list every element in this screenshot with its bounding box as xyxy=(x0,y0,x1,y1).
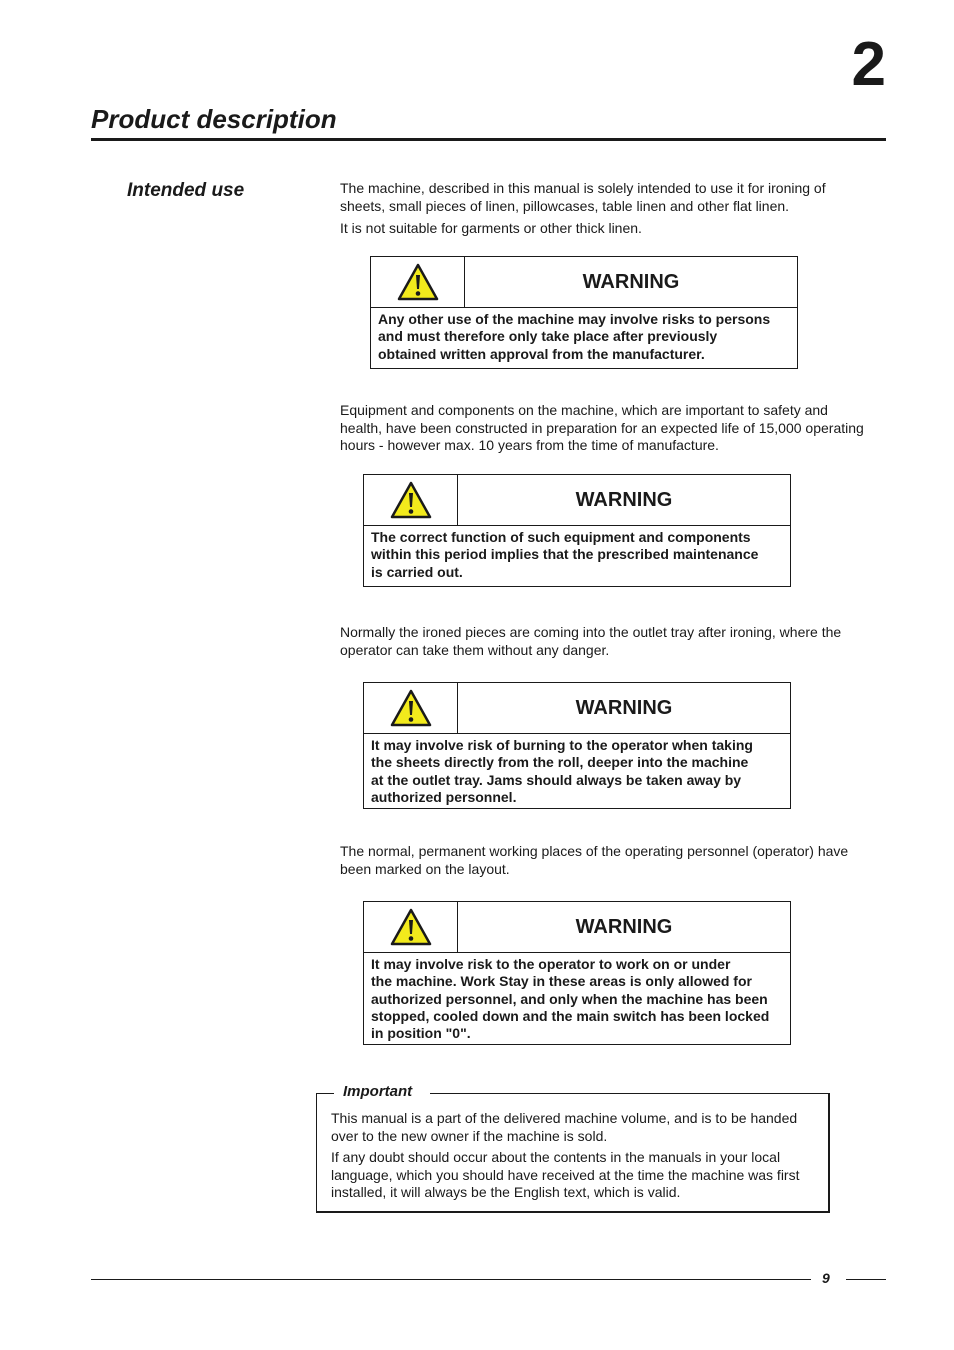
text-line: obtained written approval from the manufacturer. xyxy=(378,345,705,362)
paragraph-outlet-tray xyxy=(340,624,841,659)
warning-text xyxy=(371,308,797,367)
important-title: Important xyxy=(334,1083,430,1100)
text-line: the sheets directly from the roll, deeper into the machine xyxy=(371,754,749,771)
warning-icon-cell xyxy=(364,475,458,525)
warning-header xyxy=(364,475,790,526)
warning-box-2 xyxy=(363,474,791,587)
paragraph-intended-use xyxy=(340,180,826,215)
warning-icon-cell xyxy=(364,683,458,733)
text-line: The correct function of such equipment and components xyxy=(371,529,751,545)
warning-box-3 xyxy=(363,682,791,809)
important-paragraph-2 xyxy=(331,1149,821,1202)
warning-label: WARNING xyxy=(575,488,673,511)
text-line: over to the new owner if the machine is sold. xyxy=(331,1127,608,1144)
text-line: Normally the ironed pieces are coming into the outlet tray after ironing, where the xyxy=(340,624,842,640)
warning-icon-cell xyxy=(364,902,458,952)
text-line: Equipment and components on the machine, which are important to safety and xyxy=(340,402,828,418)
text-line: installed, it will always be the English text, which is valid. xyxy=(331,1184,681,1200)
important-box xyxy=(316,1083,830,1213)
text-line: authorized personnel. xyxy=(371,788,517,805)
warning-triangle-icon xyxy=(390,908,432,946)
text-line: The normal, permanent working places of the operating personnel (operator) have xyxy=(340,843,849,859)
footer-rule-left xyxy=(91,1279,811,1280)
text-line: It may involve risk to the operator to work on or under xyxy=(371,956,731,972)
text-line: and must therefore only take place after previously xyxy=(378,328,718,345)
text-line: in position "0". xyxy=(371,1025,471,1042)
paragraph-equipment-life xyxy=(340,402,864,455)
warning-box-4 xyxy=(363,901,791,1045)
warning-header xyxy=(364,683,790,734)
text-line: Any other use of the machine may involve risks to persons xyxy=(378,311,771,327)
text-line: This manual is a part of the delivered machine volume, and is to be handed xyxy=(331,1110,798,1126)
warning-label: WARNING xyxy=(575,696,673,719)
chapter-title: Product description xyxy=(91,104,337,134)
warning-text xyxy=(364,734,790,810)
warning-label: WARNING xyxy=(582,270,680,293)
warning-header xyxy=(371,257,797,308)
text-line: health, have been constructed in preparation for an expected life of 15,000 operating xyxy=(340,419,864,436)
text-line: at the outlet tray. Jams should always be taken away by xyxy=(371,771,742,788)
important-paragraph-1 xyxy=(331,1110,821,1145)
text-line: If any doubt should occur about the contents in the manuals in your local xyxy=(331,1149,781,1165)
text-line: It is not suitable for garments or other thick linen. xyxy=(340,220,642,236)
warning-label: WARNING xyxy=(575,915,673,938)
paragraph-not-suitable xyxy=(340,220,642,238)
text-line: within this period implies that the prescribed maintenance xyxy=(371,546,759,563)
page-number: 9 xyxy=(822,1270,830,1286)
chapter-number: 2 xyxy=(851,30,886,99)
warning-text xyxy=(364,953,790,1046)
text-line: operator can take them without any danger. xyxy=(340,641,610,658)
text-line: hours - however max. 10 years from the time of manufacture. xyxy=(340,437,719,453)
text-line: The machine, described in this manual is solely intended to use it for ironing of xyxy=(340,180,826,196)
warning-text xyxy=(364,526,790,585)
text-line: authorized personnel, and only when the machine has been xyxy=(371,990,768,1007)
text-line: language, which you should have received at the time the machine was first xyxy=(331,1166,800,1183)
section-heading: Intended use xyxy=(127,180,245,201)
text-line: It may involve risk of burning to the operator when taking xyxy=(371,737,753,753)
warning-triangle-icon xyxy=(390,481,432,519)
text-line: is carried out. xyxy=(371,563,463,580)
warning-header xyxy=(364,902,790,953)
text-line: been marked on the layout. xyxy=(340,860,510,877)
warning-triangle-icon xyxy=(397,263,439,301)
warning-triangle-icon xyxy=(390,689,432,727)
warning-box-1 xyxy=(370,256,798,369)
text-line: stopped, cooled down and the main switch has been locked xyxy=(371,1007,770,1024)
text-line: the machine. Work Stay in these areas is only allowed for xyxy=(371,973,752,990)
title-rule xyxy=(91,138,886,141)
text-line: sheets, small pieces of linen, pillowcases, table linen and other flat linen. xyxy=(340,197,790,214)
warning-icon-cell xyxy=(371,257,465,307)
paragraph-working-places xyxy=(340,843,848,878)
footer-rule-right xyxy=(846,1279,886,1280)
